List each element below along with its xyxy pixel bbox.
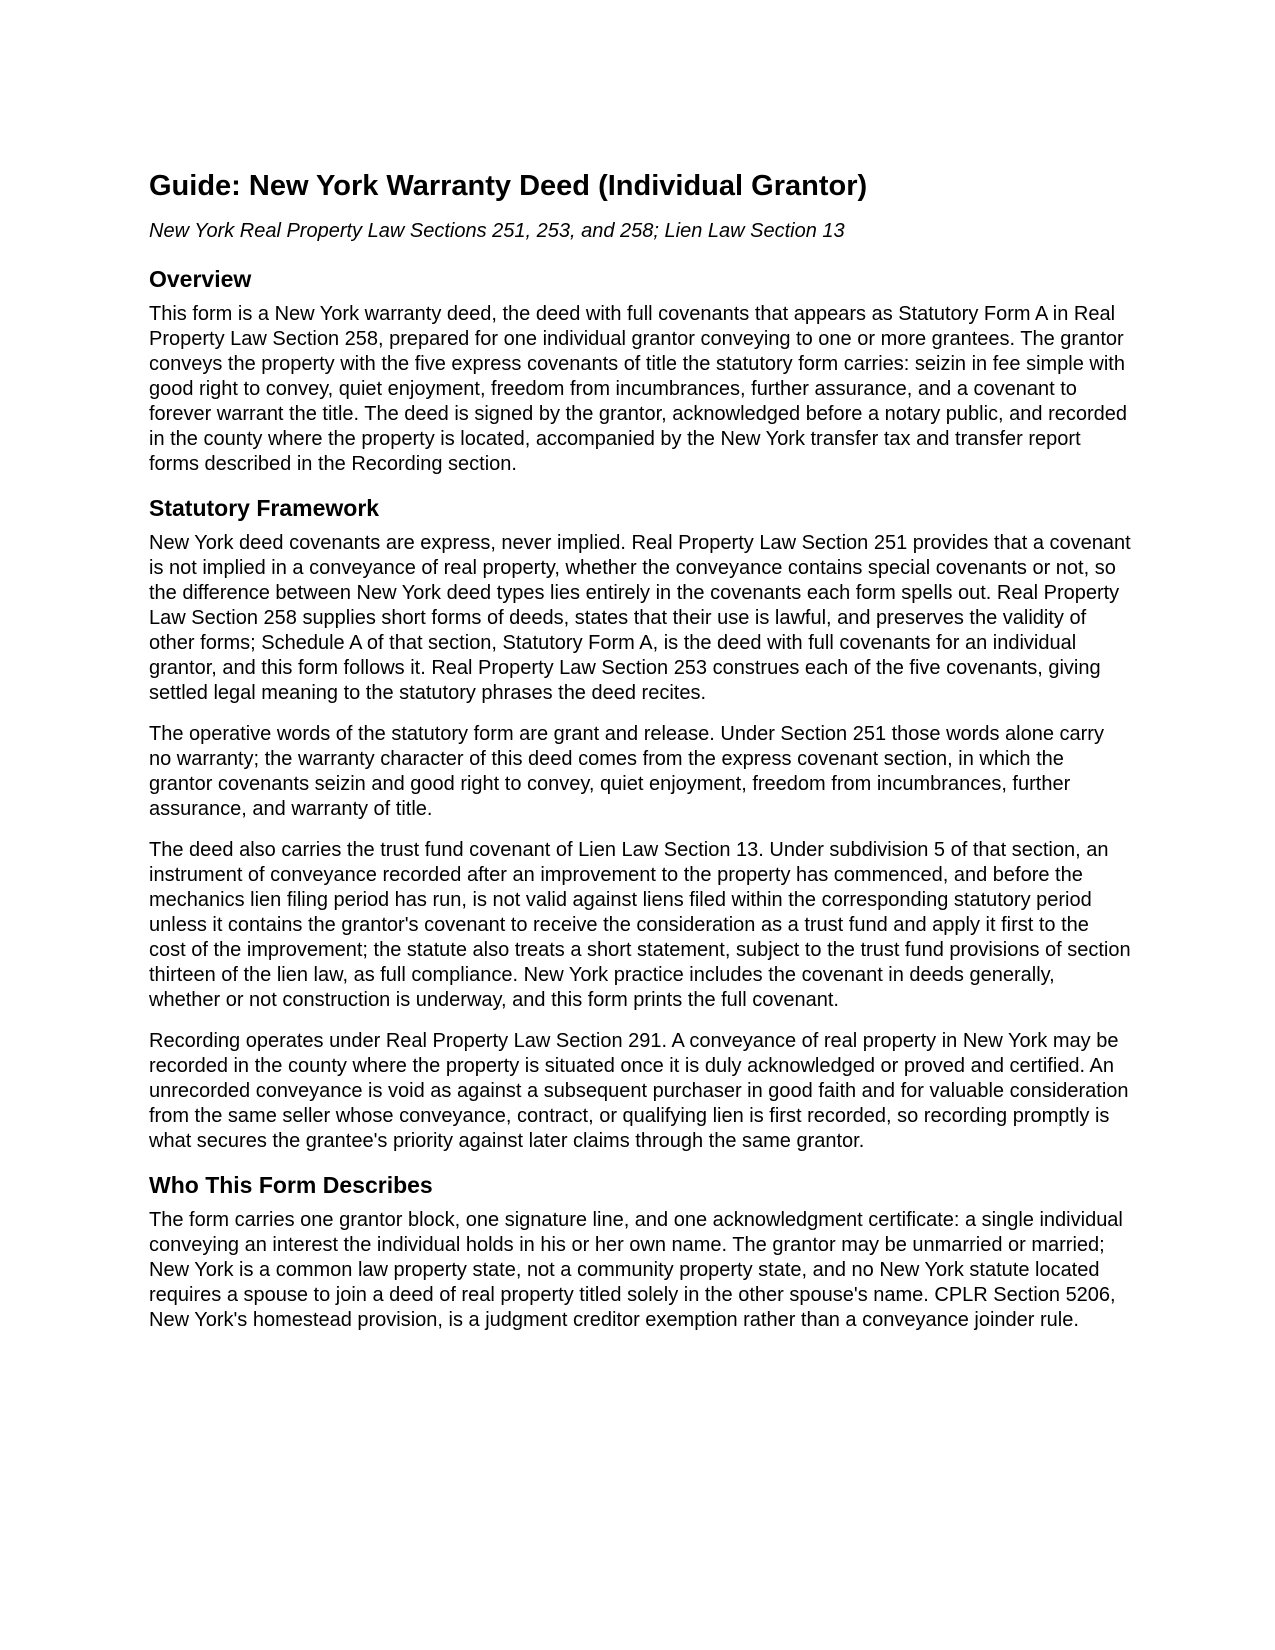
section-who-this-form-describes	[149, 1170, 1131, 1333]
document-page	[149, 168, 1131, 1349]
section-heading: Statutory Framework	[149, 495, 380, 521]
paragraph: New York deed covenants are express, never implied. Real Property Law Section 251 provides that a covenant is not implied in a conveyance of real property, whether the conveyance contains special covenants or not, so the difference between New York deed types lies entirely in the covenants each form spells out. Real Property Law Section 258 supplies short forms of deeds, states that their use is lawful, and preserves the validity of other forms; Schedule A of that section, Statutory Form A, is the deed with full covenants for an individual grantor, and this form follows it. Real Property Law Section 253 construes each of the five covenants, giving settled legal meaning to the statutory phrases the deed recites.	[149, 532, 1131, 704]
paragraph: The form carries one grantor block, one signature line, and one acknowledgment certificate: a single individual conveying an interest the individual holds in his or her own name. The grantor may be unmarried or married; New York is a common law property state, not a community property state, and no New York statute located requires a spouse to join a deed of real property titled solely in the other spouse's name. CPLR Section 5206, New York's homestead provision, is a judgment creditor exemption rather than a conveyance joinder rule.	[149, 1209, 1123, 1331]
section-heading: Overview	[149, 266, 252, 292]
paragraph: This form is a New York warranty deed, the deed with full covenants that appears as Statutory Form A in Real Property Law Section 258, prepared for one individual grantor conveying to one or more grantees. The grantor conveys the property with the five express covenants of title the statutory form carries: seizin in fee simple with good right to convey, quiet enjoyment, freedom from incumbrances, further assurance, and a covenant to forever warrant the title. The deed is signed by the grantor, acknowledged before a notary public, and recorded in the county where the property is located, accompanied by the New York transfer tax and transfer report forms described in the Recording section.	[149, 303, 1128, 475]
section-heading: Who This Form Describes	[149, 1172, 433, 1198]
document-title: Guide: New York Warranty Deed (Individual Grantor)	[149, 170, 868, 202]
paragraph: Recording operates under Real Property Law Section 291. A conveyance of real property in New York may be recorded in the county where the property is situated once it is duly acknowledged or proved and certified. An unrecorded conveyance is void as against a subsequent purchaser in good faith and for valuable consideration from the same seller whose conveyance, contract, or qualifying lien is first recorded, so recording promptly is what secures the grantee's priority against later claims through the same grantor.	[149, 1030, 1129, 1152]
paragraph: The deed also carries the trust fund covenant of Lien Law Section 13. Under subdivision 5 of that section, an instrument of conveyance recorded after an improvement to the property has commenced, and before the mechanics lien filing period has run, is not valid against liens filed within the corresponding statutory period unless it contains the grantor's covenant to receive the consideration as a trust fund and apply it first to the cost of the improvement; the statute also treats a short statement, subject to the trust fund provisions of section thirteen of the lien law, as full compliance. New York practice includes the covenant in deeds generally, whether or not construction is underway, and this form prints the full covenant.	[149, 839, 1131, 1011]
section-statutory-framework	[149, 493, 1131, 1154]
document-subtitle: New York Real Property Law Sections 251, 253, and 258; Lien Law Section 13	[149, 220, 845, 242]
paragraph: The operative words of the statutory form are grant and release. Under Section 251 those words alone carry no warranty; the warranty character of this deed comes from the express covenant section, in which the grantor covenants seizin and good right to convey, quiet enjoyment, freedom from incumbrances, further assurance, and warranty of title.	[149, 723, 1104, 820]
section-overview	[149, 264, 1131, 477]
